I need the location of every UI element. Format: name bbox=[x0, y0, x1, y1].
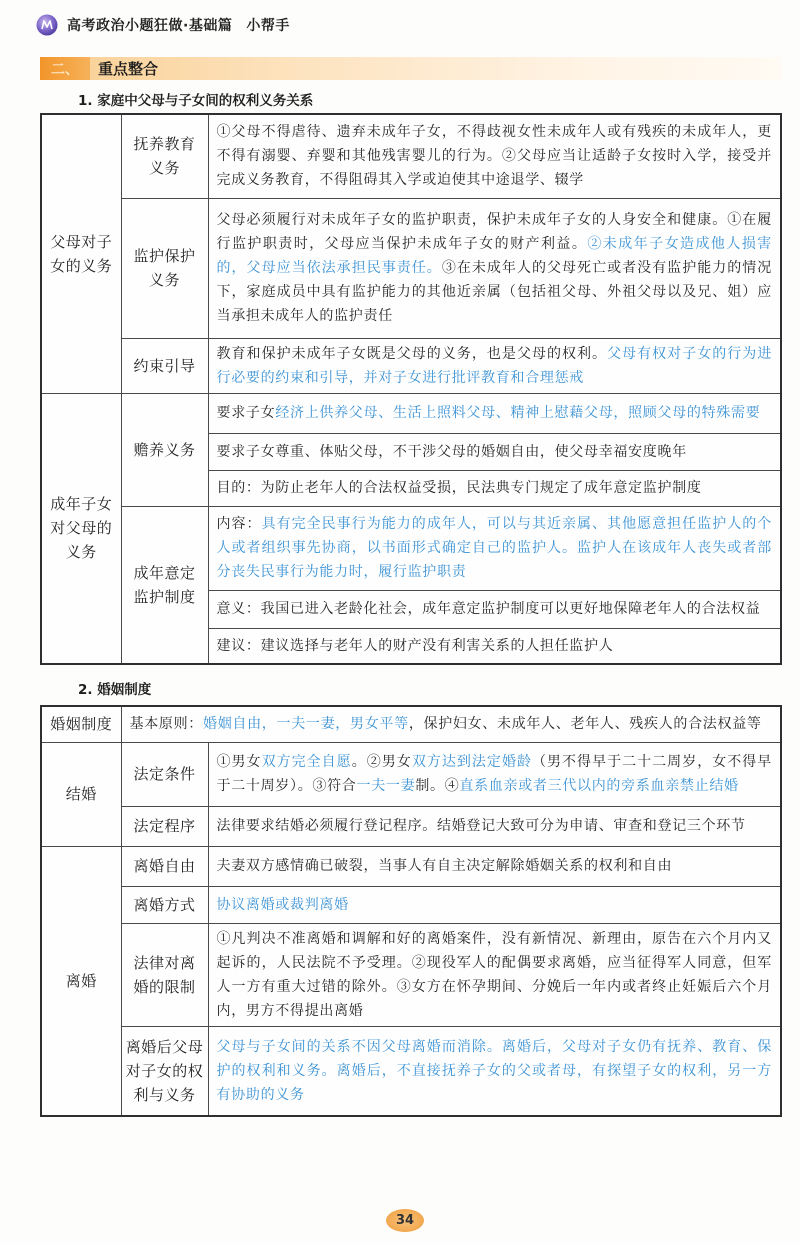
subheading-family: 1. 家庭中父母与子女间的权利义务关系 bbox=[78, 93, 314, 109]
item-label-cell bbox=[121, 742, 208, 806]
marriage-system-table bbox=[40, 705, 782, 1117]
table-row bbox=[41, 114, 781, 198]
content-cell bbox=[208, 886, 781, 923]
highlight-text: 双方达到法定婚龄 bbox=[411, 754, 532, 770]
page-number: 34 bbox=[386, 1209, 424, 1232]
book-title: 高考政治小题狂做·基础篇 bbox=[67, 18, 233, 34]
group-label: 结婚 bbox=[65, 785, 97, 803]
group-label-cell bbox=[41, 742, 121, 846]
highlight-text: ②未成年子女造成他人损害的，父母应当依法承担民事责任。 bbox=[216, 236, 772, 276]
item-label-cell bbox=[121, 114, 208, 198]
body-text: （男不得早于二十二周岁，女不得早于二十周岁）。③符合 bbox=[216, 754, 773, 794]
content-cell bbox=[208, 338, 781, 393]
body-text: 要求子女 bbox=[216, 405, 276, 421]
content-cell bbox=[208, 506, 781, 590]
highlight-text: 协议离婚或裁判离婚 bbox=[216, 896, 349, 913]
group-label-cell bbox=[41, 114, 121, 393]
item-label-cell bbox=[121, 806, 208, 846]
page-content bbox=[40, 57, 782, 1117]
table-row bbox=[41, 886, 781, 923]
item-label: 抚养教育义务 bbox=[133, 135, 196, 178]
content-cell bbox=[208, 590, 781, 628]
content-cell bbox=[208, 923, 781, 1026]
table-row bbox=[41, 742, 781, 806]
item-label: 监护保护义务 bbox=[133, 247, 196, 289]
body-text: 父母必须履行对未成年子女的监护职责，保护未成年子女的人身安全和健康。①在履行监护职责时，父母应当保护未成年子女的财产利益。 bbox=[216, 212, 772, 252]
body-text: 教育和保护未成年子女既是父母的义务，也是父母的权利。 bbox=[216, 345, 608, 362]
item-label: 离婚自由 bbox=[133, 857, 196, 875]
item-label-cell bbox=[121, 506, 208, 664]
logo-icon bbox=[36, 14, 58, 36]
table-row bbox=[41, 706, 781, 742]
content-cell bbox=[208, 198, 781, 338]
highlight-text: 一夫一妻 bbox=[356, 778, 416, 794]
item-label: 离婚方式 bbox=[133, 895, 196, 914]
highlight-text: 父母有权对子女的行为进行必要的约束和引导，并对子女进行批评教育和合理惩戒 bbox=[216, 345, 772, 386]
group-label: 父母对子女的义务 bbox=[50, 232, 113, 275]
content-cell bbox=[208, 433, 781, 470]
body-text: ①凡判决不准离婚和调解和好的离婚案件，没有新情况、新理由，原告在六个月内又起诉的，人民法院不予受理。②现役军人的配偶要求离婚，应当征得军人同意，但军人一方有重大过错的除外。③女方在怀孕期间、分娩后一年内或者终止妊娠后六个月内，男方不得提出离婚 bbox=[216, 930, 772, 1019]
body-text: 建议：建议选择与老年人的财产没有利害关系的人担任监护人 bbox=[216, 637, 614, 654]
highlight-text: 直系血亲或者三代以内的旁系血亲禁止结婚 bbox=[459, 778, 739, 794]
table-row bbox=[41, 923, 781, 1026]
highlight-text: 婚姻自由，一夫一妻，男女平等 bbox=[203, 716, 409, 733]
item-label-cell bbox=[121, 393, 208, 506]
page-header bbox=[36, 12, 290, 38]
item-label: 法定条件 bbox=[133, 765, 196, 783]
content-cell bbox=[208, 806, 781, 846]
family-rights-table bbox=[40, 113, 782, 665]
body-text: 要求子女尊重、体贴父母，不干涉父母的婚姻自由，使父母幸福安度晚年 bbox=[216, 443, 687, 460]
group-label: 离婚 bbox=[65, 971, 97, 990]
highlight-text: 双方完全自愿 bbox=[261, 754, 352, 770]
highlight-text: 父母与子女间的关系不因父母离婚而消除。离婚后，父母对子女仍有抚养、教育、保护的权利和义务。离婚后，不直接抚养子女的父或者母，有探望子女的权利，另一方有协助的义务 bbox=[216, 1038, 772, 1103]
body-text: ，保护妇女、未成年人、老年人、残疾人的合法权益等 bbox=[408, 716, 762, 733]
section-title: 重点整合 bbox=[98, 60, 159, 78]
group-label: 成年子女对父母的义务 bbox=[50, 495, 113, 562]
group-label: 婚姻制度 bbox=[50, 715, 113, 734]
table-row bbox=[41, 198, 781, 338]
group-label-cell bbox=[41, 706, 121, 742]
item-label: 法律对离婚的限制 bbox=[133, 953, 196, 996]
content-cell bbox=[208, 846, 781, 886]
table-row bbox=[41, 1026, 781, 1116]
content-cell bbox=[208, 470, 781, 506]
item-label: 法定程序 bbox=[133, 817, 196, 835]
book-subtitle: 小帮手 bbox=[246, 18, 290, 34]
highlight-text: 具有完全民事行为能力的成年人，可以与其近亲属、其他愿意担任监护人的个人或者组织事先协商，以书面形式确定自己的监护人。监护人在该成年人丧失或者部分丧失民事行为能力时，履行监护职责 bbox=[216, 516, 772, 580]
subheading-marriage: 2. 婚姻制度 bbox=[78, 682, 152, 698]
body-text: 。②男女 bbox=[351, 754, 412, 770]
body-text: 夫妻双方感情确已破裂，当事人有自主决定解除婚姻关系的权利和自由 bbox=[216, 858, 673, 874]
table-row bbox=[41, 846, 781, 886]
group-label-cell bbox=[41, 393, 121, 664]
body-text: 基本原则： bbox=[129, 716, 203, 733]
item-label-cell bbox=[121, 198, 208, 338]
item-label-cell bbox=[121, 1026, 208, 1116]
table-row bbox=[41, 393, 781, 433]
item-label-cell bbox=[121, 338, 208, 393]
body-text: 目的：为防止老年人的合法权益受损，民法典专门规定了成年意定监护制度 bbox=[216, 480, 702, 496]
item-label-cell bbox=[121, 886, 208, 923]
content-cell bbox=[208, 628, 781, 664]
item-label: 赡养义务 bbox=[133, 440, 196, 459]
content-cell bbox=[208, 1026, 781, 1116]
content-cell bbox=[208, 742, 781, 806]
body-text: ①男女 bbox=[216, 754, 262, 770]
content-cell bbox=[208, 393, 781, 433]
body-text: 意义：我国已进入老龄化社会，成年意定监护制度可以更好地保障老年人的合法权益 bbox=[216, 601, 761, 617]
table-row bbox=[41, 338, 781, 393]
table-row bbox=[41, 806, 781, 846]
highlight-text: 经济上供养父母、生活上照料父母、精神上慰藉父母，照顾父母的特殊需要 bbox=[275, 405, 761, 421]
body-text: ③在未成年人的父母死亡或者没有监护能力的情况下，家庭成员中具有监护能力的其他近亲属（包括祖父母、外祖父母以及兄、姐）应当承担未成年人的监护责任 bbox=[216, 260, 773, 324]
body-text: 内容： bbox=[216, 516, 262, 532]
section-number: 二、 bbox=[40, 57, 90, 80]
item-label: 成年意定监护制度 bbox=[133, 563, 196, 606]
group-label-cell bbox=[41, 846, 121, 1116]
body-text: 制。④ bbox=[415, 778, 460, 794]
content-cell bbox=[121, 706, 781, 742]
section-bar bbox=[40, 57, 782, 80]
item-label-cell bbox=[121, 923, 208, 1026]
table-row bbox=[41, 506, 781, 590]
body-text: ①父母不得虐待、遗弃未成年子女，不得歧视女性未成年人或有残疾的未成年人，更不得有溺婴、弃婴和其他残害婴儿的行为。②父母应当让适龄子女按时入学，接受并完成义务教育，不得阻碍其入学或迫使其中途退学、辍学 bbox=[216, 124, 772, 189]
item-label: 离婚后父母对子女的权利与义务 bbox=[125, 1037, 204, 1104]
content-cell bbox=[208, 114, 781, 198]
body-text: 法律要求结婚必须履行登记程序。结婚登记大致可分为申请、审查和登记三个环节 bbox=[216, 818, 746, 834]
item-label: 约束引导 bbox=[133, 356, 196, 375]
item-label-cell bbox=[121, 846, 208, 886]
